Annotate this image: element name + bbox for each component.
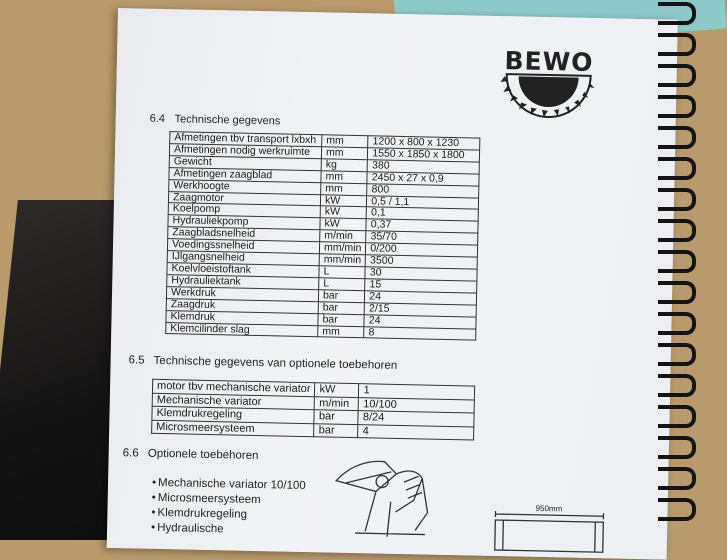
spec-value: 30 — [365, 267, 477, 281]
spec-unit: bar — [314, 410, 358, 424]
binding-ring — [658, 250, 696, 273]
spec-unit: kW — [320, 218, 367, 231]
spec-value: 8/24 — [358, 411, 474, 427]
spec-unit: L — [319, 278, 366, 291]
spec-unit: kW — [315, 383, 359, 397]
spec-label: Koelpomp — [168, 203, 320, 218]
spec-label: Mechanische variator — [152, 393, 315, 410]
spec-unit: mm — [322, 135, 369, 148]
spec-label: Klemdruk — [166, 310, 318, 325]
spec-label: Klemcilinder slag — [166, 322, 318, 337]
spec-value: 0,1 — [366, 207, 478, 221]
section-6-4-heading — [150, 113, 281, 128]
spec-value: 24 — [365, 291, 477, 305]
spec-label: Afmetingen nodig werkruimte — [169, 144, 321, 159]
binding-ring — [658, 33, 696, 56]
spec-value: 2/15 — [364, 302, 476, 316]
spec-unit: mm — [321, 182, 368, 195]
spec-value: 0/200 — [366, 243, 478, 257]
dimension-label: 950mm — [535, 503, 563, 514]
binding-ring — [658, 219, 696, 242]
bewo-logo — [498, 46, 599, 118]
spec-unit: mm — [321, 171, 368, 184]
machine-drawing — [335, 451, 637, 557]
binding-ring — [658, 405, 696, 428]
binding-ring — [658, 157, 696, 180]
section-number: 6.6 — [122, 447, 139, 460]
binding-ring — [658, 188, 696, 211]
spec-value: 4 — [358, 424, 474, 440]
spec-value: 8 — [364, 326, 476, 340]
spec-value: 1200 x 800 x 1230 — [368, 136, 480, 150]
binding-ring — [658, 281, 696, 304]
spec-unit: m/min — [320, 230, 367, 243]
spec-label: Hydrauliektank — [167, 274, 319, 289]
options-list — [151, 476, 306, 539]
binding-ring — [658, 126, 696, 149]
spec-value: 10/100 — [359, 397, 475, 413]
spec-label: motor tbv mechanische variator — [152, 379, 315, 396]
option-item: • Hydraulische — [151, 521, 305, 539]
spec-value: 0,5 / 1,1 — [367, 195, 479, 209]
spec-unit: bar — [318, 290, 365, 303]
spec-unit: kW — [320, 194, 367, 207]
option-item: • Mechanische variator 10/100 — [152, 476, 306, 494]
spec-label: Afmetingen tbv transport lxbxh — [170, 132, 322, 147]
spec-value: 15 — [365, 279, 477, 293]
binding-rings — [652, 0, 702, 525]
binding-ring — [658, 64, 696, 87]
logo-text: BEWO — [504, 46, 594, 77]
spec-unit: bar — [318, 301, 365, 314]
spec-label: Voedingssnelheid — [167, 239, 319, 254]
section-number: 6.5 — [128, 354, 145, 367]
spec-label: Zaagmotor — [168, 191, 320, 206]
spec-label: Koelvloeistoftank — [167, 263, 319, 278]
spec-value: 2450 x 27 x 0,9 — [367, 171, 479, 185]
section-6-6-heading — [123, 447, 259, 462]
spec-label: Gewicht — [169, 155, 321, 170]
spec-value: 800 — [367, 183, 479, 197]
spec-value: 0,37 — [366, 219, 478, 233]
spec-unit: mm/min — [319, 242, 366, 255]
optional-data-table — [151, 379, 476, 441]
spec-unit: m/min — [315, 396, 359, 410]
spec-label: Klemdrukregeling — [152, 406, 315, 423]
section-title: Technische gegevens van optionele toebehoren — [153, 354, 398, 372]
saw-blade-icon — [498, 72, 599, 118]
section-6-5-heading — [128, 354, 397, 372]
option-item: • Microsmeersysteem — [152, 491, 306, 509]
spec-label: Zaagbladsnelheid — [168, 227, 320, 242]
binding-ring — [658, 436, 696, 459]
spec-unit: mm — [321, 147, 368, 160]
manual-page — [107, 8, 678, 560]
spec-label: Hydrauliekpomp — [168, 215, 320, 230]
spec-label: IJlgangsnelheid — [167, 251, 319, 266]
spec-value: 3500 — [365, 255, 477, 269]
spec-label: Werkdruk — [166, 286, 318, 301]
binding-ring — [658, 95, 696, 118]
option-item: • Klemdrukregeling — [151, 506, 305, 524]
spec-value: 380 — [367, 160, 479, 174]
binding-ring — [658, 2, 696, 25]
section-number: 6.4 — [149, 112, 166, 126]
binding-ring — [658, 312, 696, 335]
section-title: Technische gegevens — [174, 113, 281, 128]
spec-label: Werkhoogte — [169, 179, 321, 194]
spec-unit: mm/min — [319, 254, 366, 267]
spec-value: 1 — [359, 384, 475, 400]
spec-label: Zaagdruk — [166, 298, 318, 313]
spec-value: 24 — [364, 314, 476, 328]
binding-ring — [658, 374, 696, 397]
spec-unit: bar — [318, 313, 365, 326]
spec-label: Microsmeersysteem — [152, 420, 315, 437]
spec-unit: kg — [321, 159, 368, 172]
spec-label: Afmetingen zaagblad — [169, 167, 321, 182]
spec-value: 1550 x 1850 x 1800 — [368, 148, 480, 162]
binding-ring — [658, 343, 696, 366]
section-title: Optionele toebehoren — [147, 447, 259, 463]
binding-ring — [658, 498, 696, 521]
spec-value: 35/70 — [366, 231, 478, 245]
spec-unit: kW — [320, 206, 367, 219]
technical-data-table — [165, 131, 481, 341]
spec-unit: bar — [314, 423, 358, 437]
spec-unit: mm — [318, 325, 365, 338]
spec-unit: L — [319, 266, 366, 279]
binding-ring — [658, 467, 696, 490]
